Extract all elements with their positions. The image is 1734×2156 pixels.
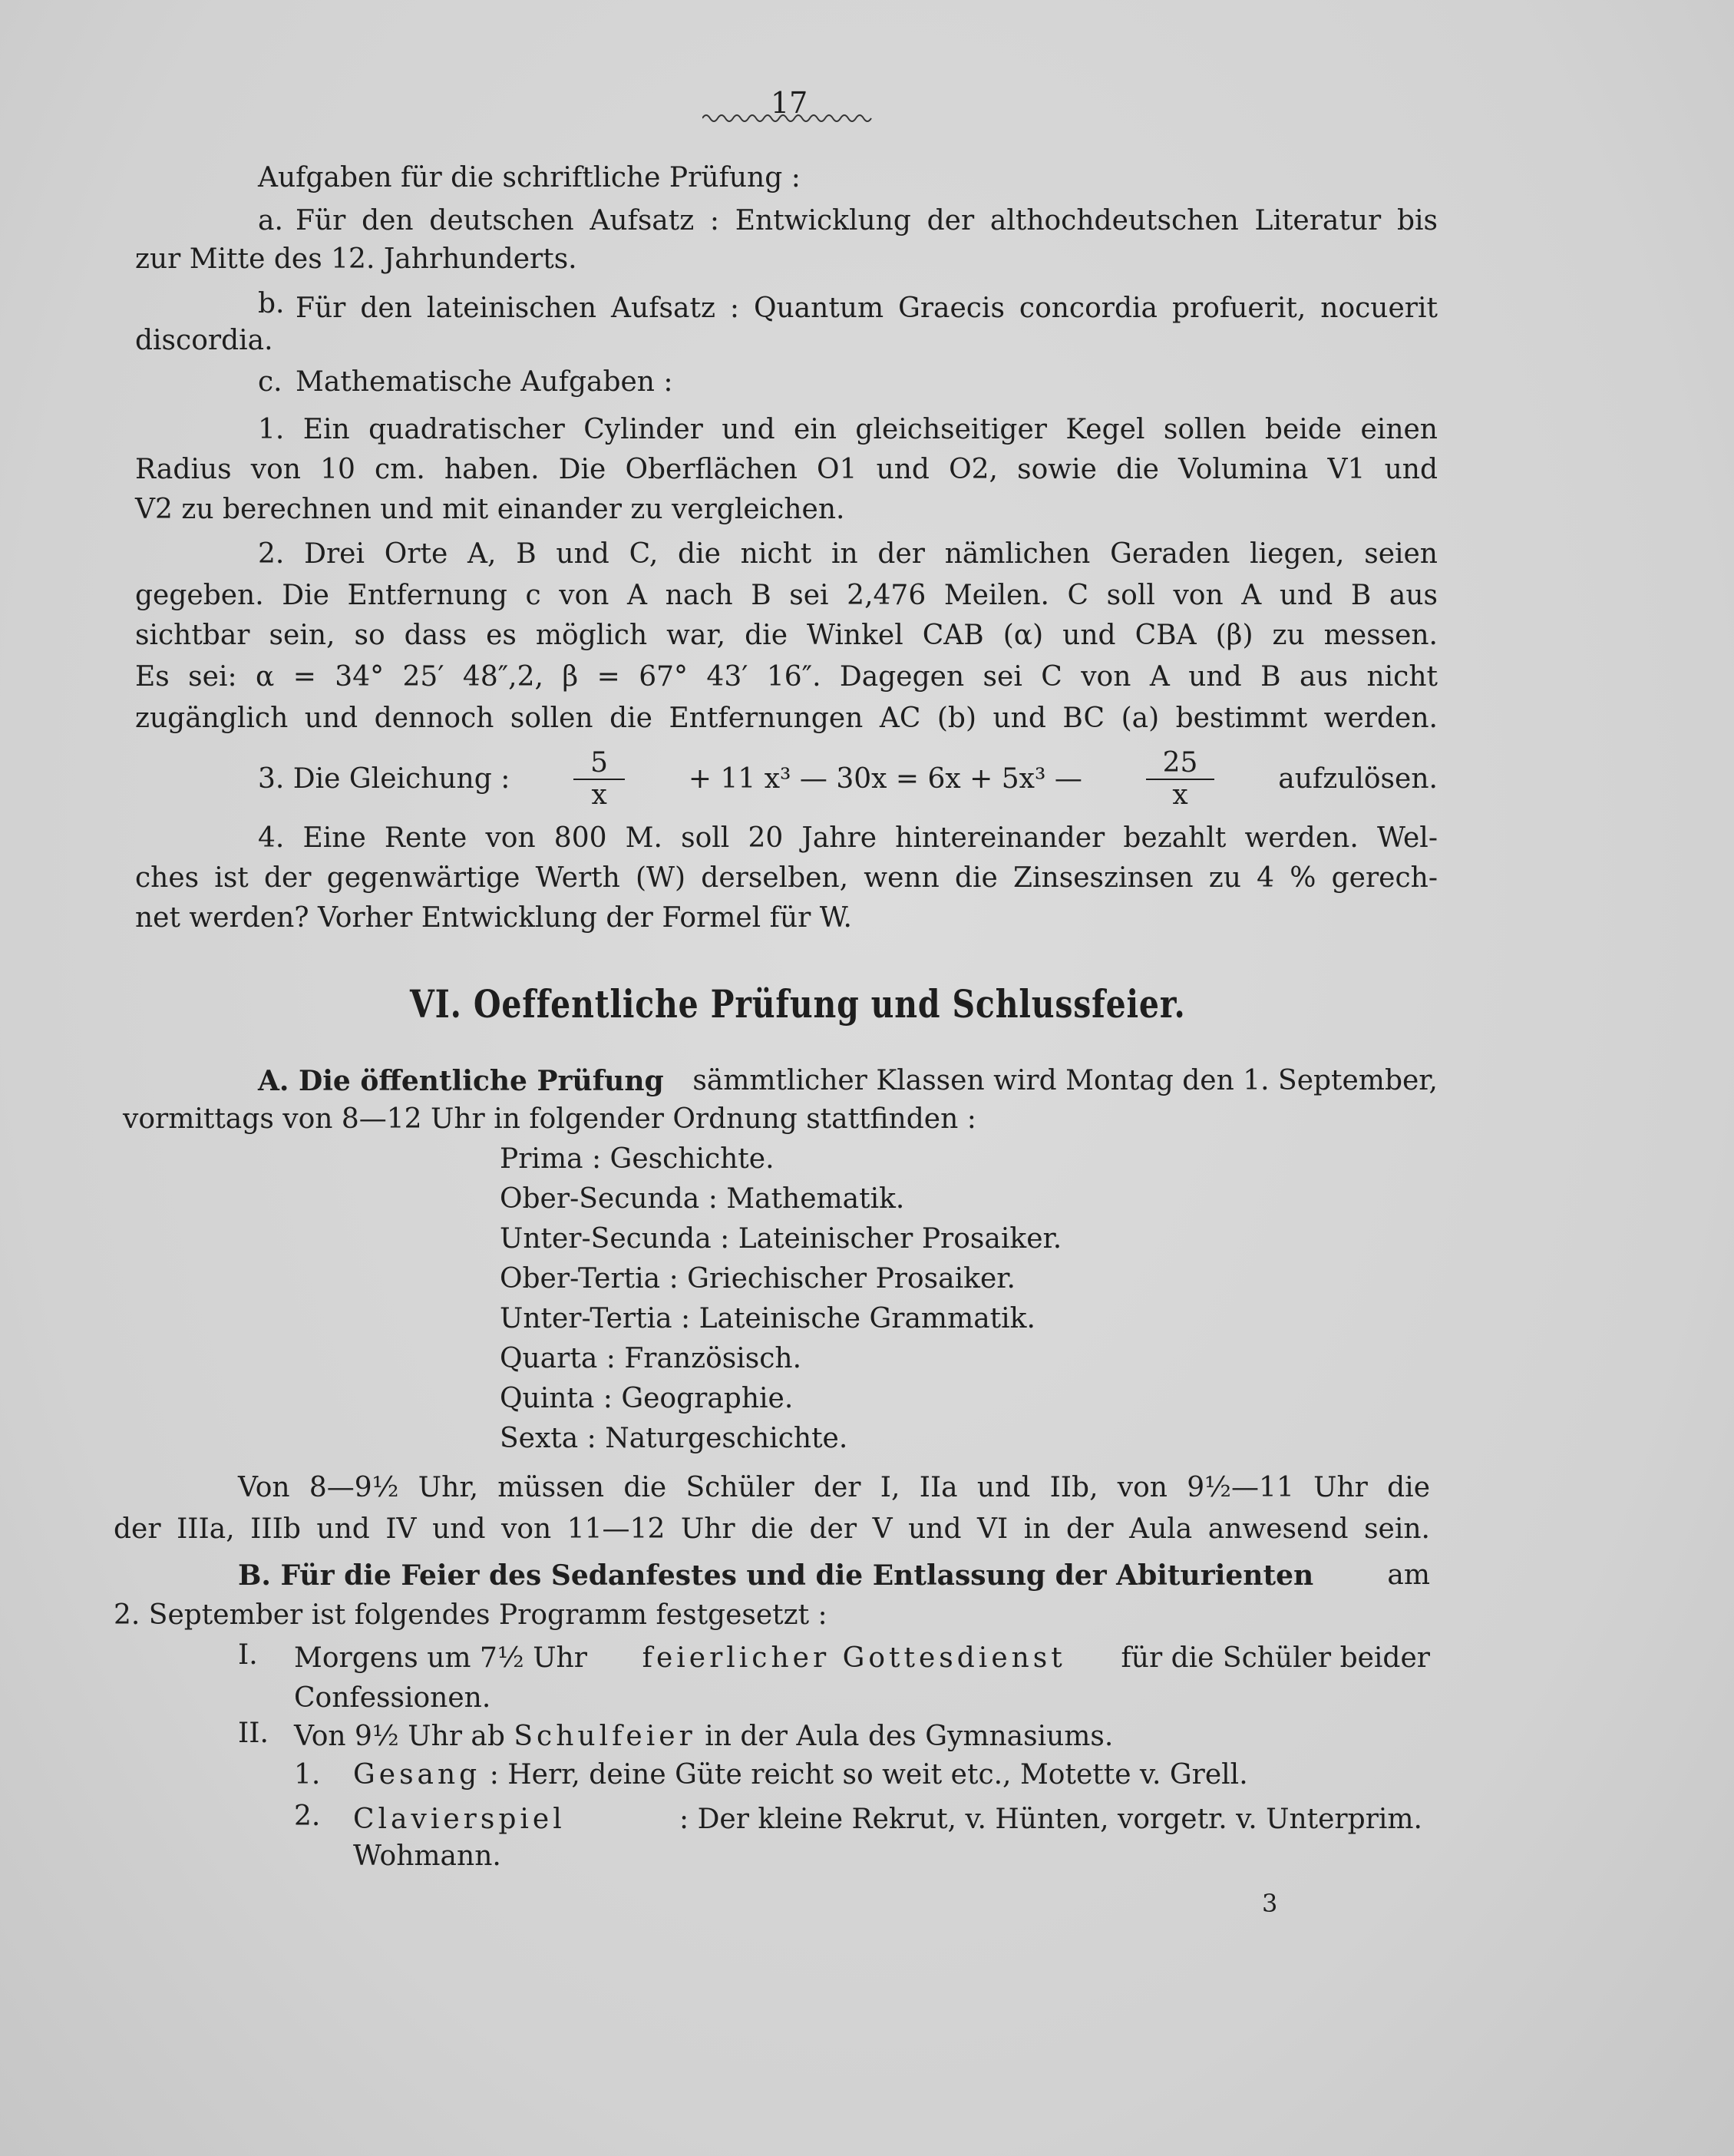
page-number: 17 <box>771 86 808 120</box>
schedule-item: Unter-Tertia : Lateinische Grammatik. <box>500 1303 1035 1334</box>
program-item-2-text: : Der kleine Rekrut, v. Hünten, vorgetr. v. Unterprim. <box>679 1804 1422 1835</box>
section-heading: VI. Oeffentliche Prüfung und Schlussfeier. <box>410 981 1186 1027</box>
problem-3-suffix: aufzulösen. <box>1278 763 1438 795</box>
schedule-item: Quarta : Französisch. <box>500 1343 802 1374</box>
item-c-label: c. <box>258 366 282 398</box>
problem-3-equation <box>258 737 1438 822</box>
program-item-1-text: : Herr, deine Güte reicht so weit etc., Motette v. Grell. <box>489 1759 1248 1791</box>
item-b-line1: Für den lateinischen Aufsatz : Quantum Graecis concordia profuerit, nocuerit <box>296 293 1438 324</box>
section-a-label: A. Die öffentliche Prüfung <box>258 1065 664 1097</box>
sheet-number: 3 <box>1262 1889 1278 1918</box>
problem-1-line3: V2 zu berechnen und mit einander zu vergleichen. <box>135 494 845 525</box>
problem-3-prefix: 3. Die Gleichung : <box>258 763 510 795</box>
program-I-time: Morgens um 7½ Uhr <box>294 1642 587 1674</box>
problem-3-middle: + 11 x³ — 30x = 6x + 5x³ — <box>688 763 1082 795</box>
fraction-denominator: x <box>591 779 607 811</box>
program-I-line1 <box>294 1638 1430 1678</box>
item-b-label: b. <box>258 288 285 319</box>
item-a-line1: Für den deutschen Aufsatz : Entwicklung der althochdeutschen Literatur bis <box>296 205 1438 236</box>
schedule-item: Sexta : Naturgeschichte. <box>500 1423 848 1454</box>
problem-2-line2: gegeben. Die Entfernung c von A nach B sei 2,476 Meilen. C soll von A und B aus <box>135 580 1438 611</box>
section-a-line2: vormittags von 8—12 Uhr in folgender Ordnung stattfinden : <box>123 1103 976 1135</box>
problem-2-line1: 2. Drei Orte A, B und C, die nicht in der nämlichen Geraden liegen, seien <box>258 538 1438 570</box>
page-number-ornament <box>702 112 873 124</box>
fraction-numerator: 25 <box>1146 748 1215 780</box>
problem-4-line1: 4. Eine Rente von 800 M. soll 20 Jahre hintereinander bezahlt werden. Wel- <box>258 822 1438 854</box>
program-item-1-label: 1. <box>294 1759 321 1791</box>
program-II-label: II. <box>238 1718 269 1749</box>
schedule-item: Prima : Geschichte. <box>500 1143 775 1175</box>
program-item-1 <box>353 1755 1248 1795</box>
section-b-label-end: am <box>1387 1559 1430 1591</box>
item-a-line2: zur Mitte des 12. Jahrhunderts. <box>135 243 577 275</box>
problem-2-line3: sichtbar sein, so dass es möglich war, die Winkel CAB (α) und CBA (β) zu messen. <box>135 620 1438 651</box>
schedule-item: Quinta : Geographie. <box>500 1383 794 1414</box>
section-a-text: sämmtlicher Klassen wird Montag den 1. September, <box>692 1065 1438 1096</box>
schedule-item: Ober-Secunda : Mathematik. <box>500 1183 905 1215</box>
item-c-text: Mathematische Aufgaben : <box>296 366 673 398</box>
program-I-event: feierlicher Gottesdienst <box>642 1642 1066 1674</box>
program-item-2-label: 2. <box>294 1801 321 1832</box>
schedule-item: Ober-Tertia : Griechischer Prosaiker. <box>500 1263 1016 1295</box>
program-II-time: Von 9½ Uhr ab <box>294 1721 505 1752</box>
exam-title: Aufgaben für die schriftliche Prüfung : <box>258 162 801 193</box>
schedule-list <box>500 1139 1062 1459</box>
program-I-line2: Confessionen. <box>294 1682 491 1714</box>
problem-4-line2: ches ist der gegenwärtige Werth (W) derselben, wenn die Zinseszinsen zu 4 % gerech- <box>135 862 1438 894</box>
program-item-2 <box>353 1800 1422 1840</box>
problem-4-line3: net werden? Vorher Entwicklung der Formel für W. <box>135 902 852 934</box>
program-item-2-line2: Wohmann. <box>353 1840 501 1872</box>
schedule-item: Unter-Secunda : Lateinischer Prosaiker. <box>500 1223 1062 1255</box>
section-b-line1 <box>238 1556 1430 1596</box>
fraction-25-over-x <box>1146 748 1215 811</box>
problem-1-line1: 1. Ein quadratischer Cylinder und ein gleichseitiger Kegel sollen beide einen <box>258 414 1438 445</box>
fraction-numerator: 5 <box>573 748 625 780</box>
item-a-label: a. <box>258 205 283 236</box>
problem-2-line5: zugänglich und dennoch sollen die Entfernungen AC (b) und BC (a) bestimmt werden. <box>135 703 1438 734</box>
program-II-line <box>294 1717 1113 1757</box>
fraction-five-over-x <box>573 748 625 811</box>
program-II-place: in der Aula des Gymnasiums. <box>705 1721 1114 1752</box>
section-b-label: B. Für die Feier des Sedanfestes und die Entlassung der Abiturienten <box>238 1559 1314 1592</box>
section-a-line1 <box>258 1061 1438 1101</box>
program-I-label: I. <box>238 1639 258 1671</box>
program-item-2-title: Clavierspiel <box>353 1804 566 1835</box>
program-I-audience: für die Schüler beider <box>1121 1642 1430 1674</box>
fraction-denominator: x <box>1172 779 1188 811</box>
section-b-line2: 2. September ist folgendes Programm festgesetzt : <box>114 1599 827 1631</box>
problem-2-line4: Es sei: α = 34° 25′ 48″,2, β = 67° 43′ 16″. Dagegen sei C von A und B aus nicht <box>135 661 1438 693</box>
program-item-1-title: Gesang <box>353 1759 481 1791</box>
item-b-line2: discordia. <box>135 325 273 356</box>
problem-1-line2: Radius von 10 cm. haben. Die Oberflächen O1 und O2, sowie die Volumina V1 und <box>135 454 1438 485</box>
attendance-line2: der IIIa, IIIb und IV und von 11—12 Uhr die der V und VI in der Aula anwesend sein. <box>114 1513 1430 1545</box>
program-II-event: Schulfeier <box>514 1721 696 1752</box>
attendance-line1: Von 8—9½ Uhr, müssen die Schüler der I, IIa und IIb, von 9½—11 Uhr die <box>238 1472 1430 1503</box>
